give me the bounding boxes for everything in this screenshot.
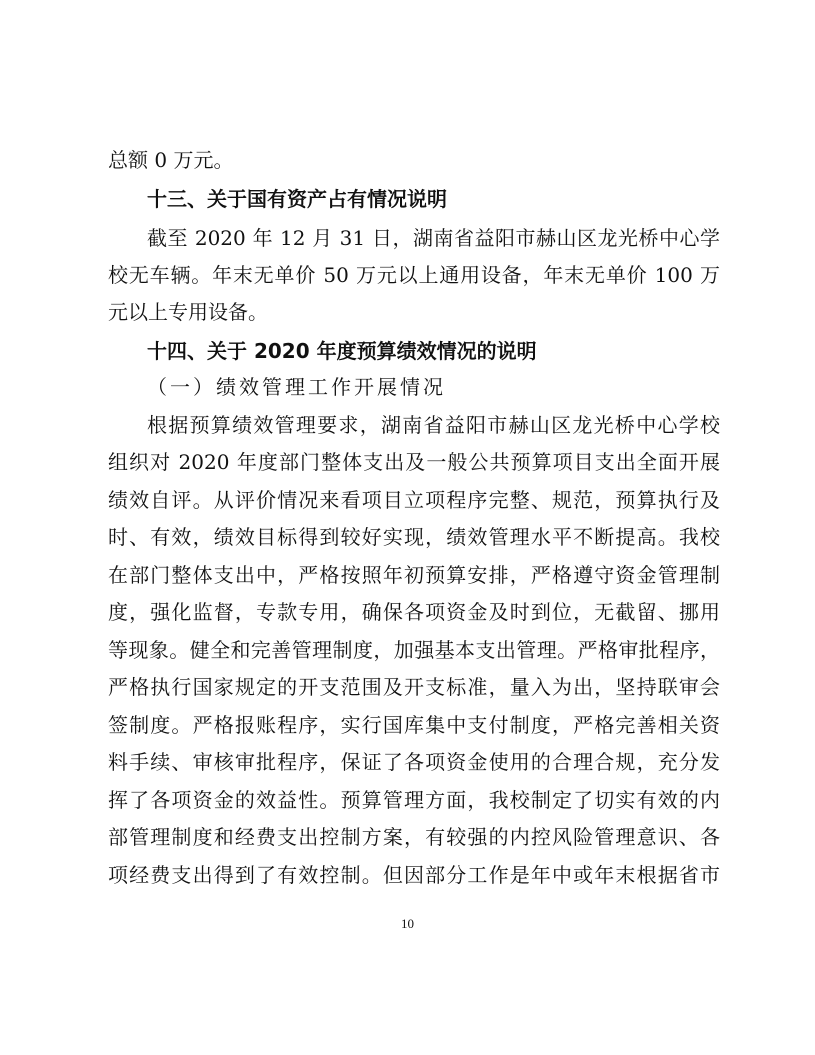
section-heading-13: 十三、关于国有资产占有情况说明: [147, 187, 447, 211]
paragraph-line: 校无车辆。年末无单价 50 万元以上通用设备，年末无单价 100 万: [108, 263, 720, 287]
paragraph-line: 签制度。严格报账程序，实行国库集中支付制度，严格完善相关资: [108, 713, 720, 737]
paragraph-line: 总额 0 万元。: [108, 148, 234, 172]
subsection-heading: （一）绩效管理工作开展情况: [147, 375, 446, 399]
paragraph-line: 部管理制度和经费支出控制方案，有较强的内控风险管理意识、各: [108, 825, 720, 849]
page-number: 10: [401, 916, 414, 931]
paragraph-line: 项经费支出得到了有效控制。但因部分工作是年中或年末根据省市: [108, 863, 720, 887]
paragraph-line: 元以上专用设备。: [108, 300, 268, 324]
paragraph-line: 根据预算绩效管理要求，湖南省益阳市赫山区龙光桥中心学校: [147, 413, 720, 437]
paragraph-line: 挥了各项资金的效益性。预算管理方面，我校制定了切实有效的内: [108, 788, 720, 812]
paragraph-line: 在部门整体支出中，严格按照年初预算安排，严格遵守资金管理制: [108, 563, 720, 587]
paragraph-line: 度，强化监督，专款专用，确保各项资金及时到位，无截留、挪用: [108, 600, 720, 624]
paragraph-line: 料手续、审核审批程序，保证了各项资金使用的合理合规，充分发: [108, 750, 720, 774]
paragraph-line: 绩效自评。从评价情况来看项目立项程序完整、规范，预算执行及: [108, 488, 720, 512]
paragraph-line: 时、有效，绩效目标得到较好实现，绩效管理水平不断提高。我校: [108, 525, 720, 549]
paragraph-line: 严格执行国家规定的开支范围及开支标准，量入为出，坚持联审会: [108, 675, 720, 699]
section-heading-14: 十四、关于 2020 年度预算绩效情况的说明: [147, 339, 537, 363]
paragraph-line: 等现象。健全和完善管理制度，加强基本支出管理。严格审批程序，: [108, 638, 720, 662]
paragraph-line: 组织对 2020 年度部门整体支出及一般公共预算项目支出全面开展: [108, 450, 720, 474]
paragraph-line: 截至 2020 年 12 月 31 日，湖南省益阳市赫山区龙光桥中心学: [147, 226, 720, 250]
